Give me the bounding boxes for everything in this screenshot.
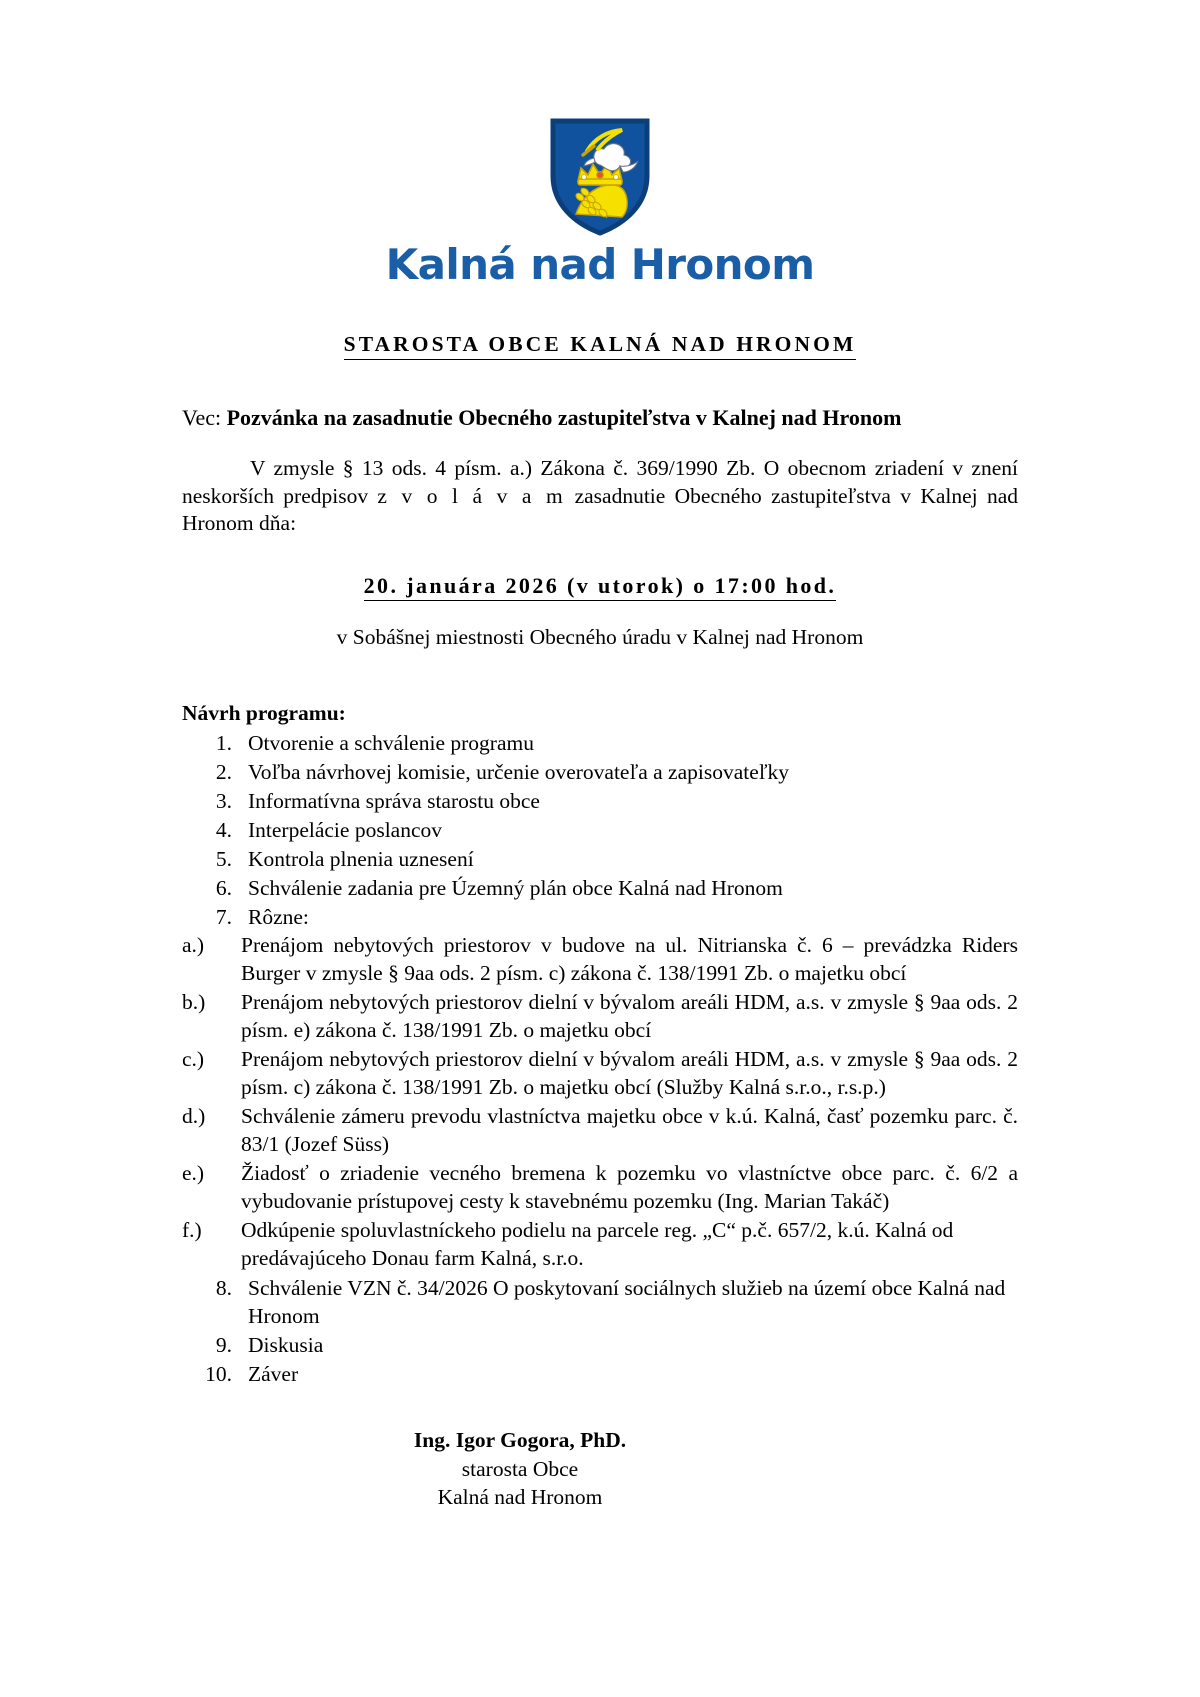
meeting-place: v Sobášnej miestnosti Obecného úradu v Kalnej nad Hronom <box>336 625 864 649</box>
page-title <box>0 332 1200 357</box>
list-item <box>182 1160 1018 1216</box>
program-list-continued <box>182 1275 1018 1389</box>
list-item-label: Žiadosť o zriadenie vecného bremena k pozemku vo vlastníctve obce parc. č. 6/2 a vybudovanie prístupovej cesty k stavebnému pozemku (Ing. Marian Takáč) <box>241 1160 1018 1213</box>
list-item <box>182 1046 1018 1102</box>
list-item-number: b.) <box>182 990 206 1015</box>
coat-of-arms-icon <box>550 118 650 236</box>
list-item-label: Voľba návrhovej komisie, určenie overovateľa a zapisovateľky <box>248 759 790 784</box>
list-item-number: 1. <box>215 730 232 755</box>
list-item-number: 7. <box>215 904 232 929</box>
list-item-label: Odkúpenie spoluvlastníckeho podielu na parcele reg. „C“ p.č. 657/2, k.ú. Kalná od predávajúceho Donau farm Kalná, s.r.o. <box>241 1217 954 1270</box>
signature-block <box>182 1426 1018 1511</box>
page-title-text: STAROSTA OBCE KALNÁ NAD HRONOM <box>344 332 857 360</box>
program-heading: Návrh programu: <box>182 700 346 725</box>
signature-role: starosta Obce <box>461 1456 579 1481</box>
intro-emphasis: z v o l á v a m <box>377 483 566 508</box>
meeting-datetime-text: 20. januára 2026 (v utorok) o 17:00 hod. <box>364 573 837 601</box>
list-item-number: e.) <box>182 1160 205 1185</box>
list-item-number: f.) <box>182 1217 202 1242</box>
list-item-label: Prenájom nebytových priestorov v budove na ul. Nitrianska č. 6 – prevádzka Riders Burger v zmysle § 9aa ods. 2 písm. c) zákona č. 138/1991 Zb. o majetku obcí <box>241 933 1018 986</box>
list-item-number: 9. <box>215 1332 232 1357</box>
list-item-number: 6. <box>215 875 232 900</box>
municipality-logo <box>0 0 1200 289</box>
list-item <box>182 846 1018 874</box>
list-item-number: c.) <box>182 1047 205 1072</box>
intro-paragraph <box>182 455 1018 539</box>
subject-value: Pozvánka na zasadnutie Obecného zastupiteľstva v Kalnej nad Hronom <box>226 405 902 430</box>
list-item-label: Interpelácie poslancov <box>248 817 443 842</box>
intro-part-2: zasadnutie Obecného zastupiteľstva v Kalnej nad Hronom dňa: <box>182 483 1018 536</box>
list-item-number: d.) <box>182 1104 206 1129</box>
list-item <box>182 817 1018 845</box>
signature-municipality: Kalná nad Hronom <box>437 1485 603 1510</box>
list-item-label: Schválenie zadania pre Územný plán obce Kalná nad Hronom <box>248 875 783 900</box>
list-item-label: Schválenie VZN č. 34/2026 O poskytovaní sociálnych služieb na území obce Kalná nad Hronom <box>248 1275 1006 1328</box>
meeting-datetime <box>182 572 1018 601</box>
list-item <box>182 730 1018 758</box>
list-item-number: a.) <box>182 933 205 958</box>
list-item <box>182 759 1018 787</box>
list-item <box>182 904 1018 932</box>
list-item <box>182 1361 1018 1389</box>
list-item-label: Prenájom nebytových priestorov dielní v bývalom areáli HDM, a.s. v zmysle § 9aa ods. 2 písm. e) zákona č. 138/1991 Zb. o majetku obcí <box>241 990 1018 1043</box>
list-item-number: 10. <box>205 1361 232 1386</box>
subject-line <box>182 404 1018 433</box>
logo-wordmark: Kalná nad Hronom <box>385 240 815 289</box>
list-item <box>182 1103 1018 1159</box>
list-item-number: 2. <box>215 759 232 784</box>
list-item-label: Kontrola plnenia uznesení <box>248 846 474 871</box>
list-item-number: 4. <box>215 817 232 842</box>
list-item-number: 3. <box>215 788 232 813</box>
intro-part-1: V zmysle § 13 ods. 4 písm. a.) Zákona č. 369/1990 Zb. O obecnom zriadení v znení neskorších predpisov <box>182 455 1018 508</box>
list-item <box>182 788 1018 816</box>
program-list <box>182 730 1018 932</box>
subject-label: Vec: <box>182 405 227 430</box>
list-item-label: Schválenie zámeru prevodu vlastníctva majetku obce v k.ú. Kalná, časť pozemku parc. č. 83/1 (Jozef Süss) <box>241 1104 1018 1156</box>
signature-name: Ing. Igor Gogora, PhD. <box>413 1428 627 1453</box>
list-item-label: Prenájom nebytových priestorov dielní v bývalom areáli HDM, a.s. v zmysle § 9aa ods. 2 písm. c) zákona č. 138/1991 Zb. o majetku obcí (Služby Kalná s.r.o., r.s.p.) <box>241 1047 1018 1100</box>
list-item-label: Informatívna správa starostu obce <box>248 788 540 813</box>
list-item-label: Diskusia <box>248 1332 324 1357</box>
list-item <box>182 1217 1018 1273</box>
list-item-number: 5. <box>215 846 232 871</box>
list-item <box>182 989 1018 1045</box>
list-item-label: Záver <box>248 1361 299 1386</box>
list-item <box>182 875 1018 903</box>
list-item <box>182 1275 1018 1331</box>
list-item <box>182 1332 1018 1360</box>
list-item <box>182 932 1018 988</box>
list-item-label: Otvorenie a schválenie programu <box>248 730 534 755</box>
list-item-number: 8. <box>215 1275 232 1300</box>
document-body <box>182 404 1018 1512</box>
list-item-label: Rôzne: <box>248 904 309 929</box>
program-sublist <box>182 932 1018 1272</box>
